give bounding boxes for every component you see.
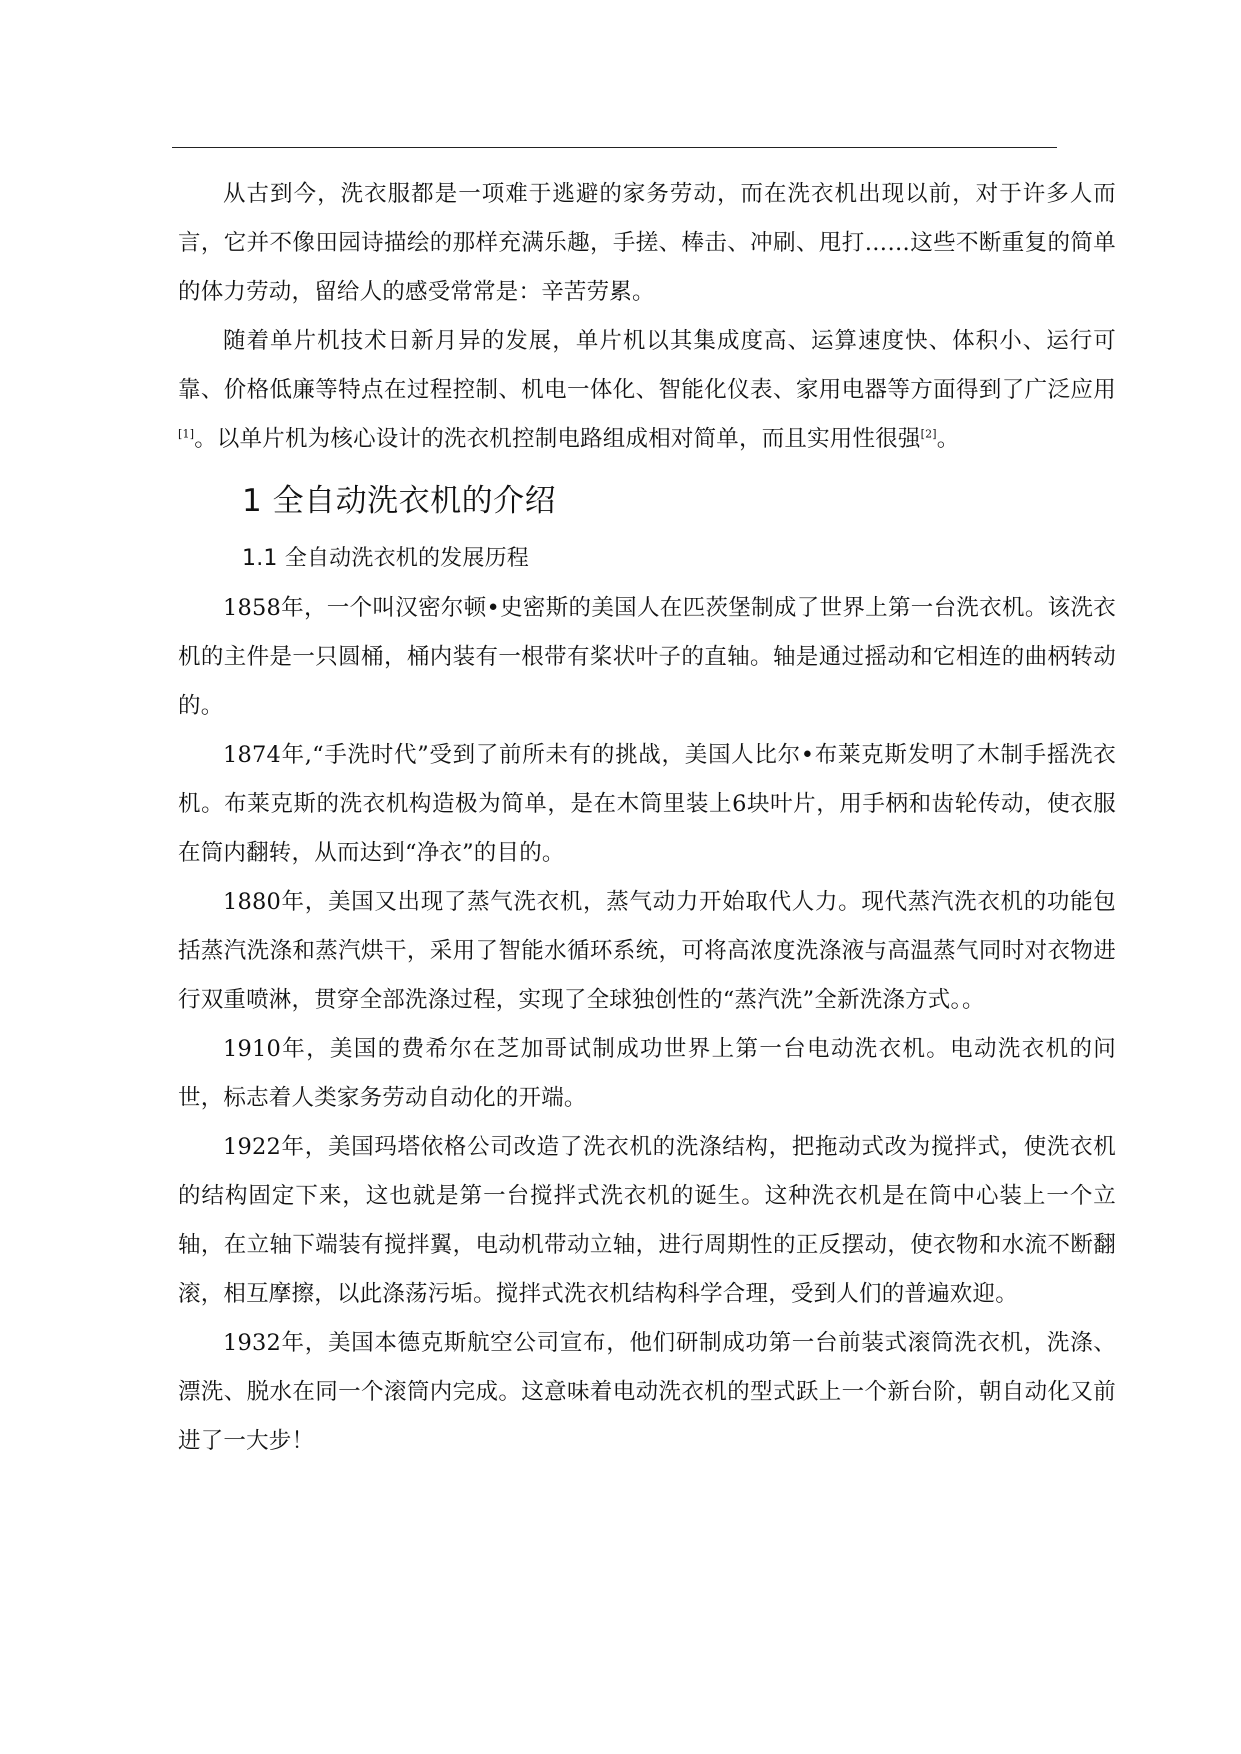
header-rule xyxy=(172,147,1057,148)
history-paragraph-1922: 1922年，美国玛塔依格公司改造了洗衣机的洗涤结构，把拖动式改为搅拌式，使洗衣机的结构固定下来，这也就是第一台搅拌式洗衣机的诞生。这种洗衣机是在筒中心装上一个立轴，在立轴下端装有搅拌翼，电动机带动立轴，进行周期性的正反摆动，使衣物和水流不断翻滚，相互摩擦，以此涤荡污垢。搅拌式洗衣机结构科学合理，受到人们的普遍欢迎。 xyxy=(178,1134,1116,1307)
history-paragraph-1858: 1858年，一个叫汉密尔顿•史密斯的美国人在匹茨堡制成了世界上第一台洗衣机。该洗衣机的主件是一只圆桶，桶内装有一根带有桨状叶子的直轴。轴是通过摇动和它相连的曲柄转动的。 xyxy=(178,595,1116,719)
intro-paragraph-2-text-a: 随着单片机技术日新月异的发展，单片机以其集成度高、运算速度快、体积小、运行可靠、价格低廉等特点在过程控制、机电一体化、智能化仪表、家用电器等方面得到了广泛应用 xyxy=(178,328,1116,403)
document-body xyxy=(178,170,1116,1466)
history-paragraph-1932: 1932年，美国本德克斯航空公司宣布，他们研制成功第一台前装式滚筒洗衣机，洗涤、漂洗、脱水在同一个滚筒内完成。这意味着电动洗衣机的型式跃上一个新台阶，朝自动化又前进了一大步！ xyxy=(178,1330,1116,1454)
intro-paragraph-2 xyxy=(178,317,1116,464)
section-heading: 1 全自动洗衣机的介绍 xyxy=(242,483,557,519)
intro-paragraph-1: 从古到今，洗衣服都是一项难于逃避的家务劳动，而在洗衣机出现以前，对于许多人而言，它并不像田园诗描绘的那样充满乐趣，手搓、棒击、冲刷、甩打……这些不断重复的简单的体力劳动，留给人的感受常常是：辛苦劳累。 xyxy=(178,181,1116,305)
intro-paragraph-2-text-b: 。以单片机为核心设计的洗衣机控制电路组成相对简单，而且实用性很强 xyxy=(194,426,921,452)
subsection-heading: 1.1 全自动洗衣机的发展历程 xyxy=(242,546,529,571)
history-paragraph-1874: 1874年,“手洗时代”受到了前所未有的挑战，美国人比尔•布莱克斯发明了木制手摇洗衣机。布莱克斯的洗衣机构造极为简单，是在木筒里装上6块叶片，用手柄和齿轮传动，使衣服在筒内翻转，从而达到“净衣”的目的。 xyxy=(178,742,1116,866)
history-paragraph-1910: 1910年，美国的费希尔在芝加哥试制成功世界上第一台电动洗衣机。电动洗衣机的问世，标志着人类家务劳动自动化的开端。 xyxy=(178,1036,1116,1111)
history-paragraph-1880: 1880年，美国又出现了蒸气洗衣机，蒸气动力开始取代人力。现代蒸汽洗衣机的功能包括蒸汽洗涤和蒸汽烘干，采用了智能水循环系统，可将高浓度洗涤液与高温蒸气同时对衣物进行双重喷淋，贯穿全部洗涤过程，实现了全球独创性的“蒸汽洗”全新洗涤方式。。 xyxy=(178,889,1116,1013)
intro-paragraph-2-text-c: 。 xyxy=(936,426,960,452)
citation-1: [1] xyxy=(178,427,195,441)
citation-2: [2] xyxy=(920,427,937,441)
